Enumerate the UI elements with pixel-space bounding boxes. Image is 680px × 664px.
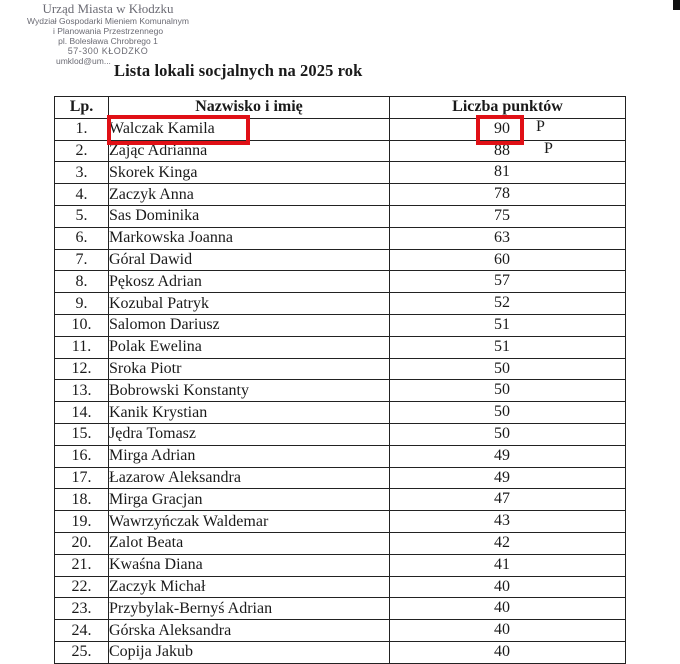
row-lp: 24. bbox=[55, 620, 109, 642]
row-points: 57 bbox=[494, 272, 510, 290]
header-lp: Lp. bbox=[55, 97, 109, 119]
row-points: 63 bbox=[494, 228, 510, 246]
row-points-cell bbox=[390, 620, 626, 642]
row-lp: 15. bbox=[55, 423, 109, 445]
row-points-cell bbox=[390, 598, 626, 620]
row-points: 50 bbox=[494, 403, 510, 421]
row-name: Polak Ewelina bbox=[109, 336, 390, 358]
row-name: Skorek Kinga bbox=[109, 162, 390, 184]
table-body bbox=[55, 118, 626, 663]
row-name: Salomon Dariusz bbox=[109, 314, 390, 336]
row-points-cell bbox=[390, 511, 626, 533]
table-row bbox=[55, 554, 626, 576]
row-lp: 8. bbox=[55, 271, 109, 293]
row-points-cell bbox=[390, 423, 626, 445]
row-points: 60 bbox=[494, 250, 510, 268]
row-lp: 4. bbox=[55, 184, 109, 206]
row-name: Zając Adrianna bbox=[109, 140, 390, 162]
table-row bbox=[55, 598, 626, 620]
row-points-cell bbox=[390, 641, 626, 663]
row-name: Bobrowski Konstanty bbox=[109, 380, 390, 402]
table-row bbox=[55, 576, 626, 598]
table-row bbox=[55, 293, 626, 315]
row-name: Copija Jakub bbox=[109, 641, 390, 663]
row-points-cell bbox=[390, 380, 626, 402]
row-lp: 11. bbox=[55, 336, 109, 358]
row-lp: 19. bbox=[55, 511, 109, 533]
table-row bbox=[55, 162, 626, 184]
row-mark: P bbox=[536, 117, 545, 135]
highlight-box-points bbox=[476, 115, 524, 145]
row-name: Zaczyk Anna bbox=[109, 184, 390, 206]
row-name: Kozubal Patryk bbox=[109, 293, 390, 315]
row-points-cell bbox=[390, 162, 626, 184]
table-row bbox=[55, 205, 626, 227]
document-title: Lista lokali socjalnych na 2025 rok bbox=[114, 61, 363, 80]
table-row bbox=[55, 467, 626, 489]
table-row bbox=[55, 358, 626, 380]
row-points: 49 bbox=[494, 468, 510, 486]
stamp-title: Urząd Miasta w Kłodzku bbox=[42, 1, 174, 16]
row-points: 40 bbox=[494, 577, 510, 595]
table-row bbox=[55, 184, 626, 206]
row-lp: 17. bbox=[55, 467, 109, 489]
row-name: Przybylak-Bernyś Adrian bbox=[109, 598, 390, 620]
header-points: Liczba punktów bbox=[390, 97, 626, 119]
row-points-cell bbox=[390, 576, 626, 598]
office-stamp bbox=[8, 1, 208, 66]
row-points-cell bbox=[390, 554, 626, 576]
row-lp: 21. bbox=[55, 554, 109, 576]
table-row bbox=[55, 227, 626, 249]
row-name: Walczak Kamila bbox=[109, 118, 390, 140]
table-row bbox=[55, 641, 626, 663]
row-name: Sas Dominika bbox=[109, 205, 390, 227]
table-row bbox=[55, 620, 626, 642]
row-points: 51 bbox=[494, 337, 510, 355]
table-row bbox=[55, 511, 626, 533]
row-points: 75 bbox=[494, 206, 510, 224]
stamp-line-email: umklod@um... bbox=[56, 56, 111, 66]
table-row bbox=[55, 445, 626, 467]
row-points: 52 bbox=[494, 294, 510, 312]
row-points-cell bbox=[390, 532, 626, 554]
row-points-cell bbox=[390, 227, 626, 249]
row-points-cell bbox=[390, 184, 626, 206]
row-lp: 10. bbox=[55, 314, 109, 336]
highlight-box-name bbox=[107, 115, 250, 145]
row-name: Markowska Joanna bbox=[109, 227, 390, 249]
row-name: Góral Dawid bbox=[109, 249, 390, 271]
row-points-cell bbox=[390, 489, 626, 511]
row-points: 90 bbox=[494, 119, 510, 137]
row-name: Mirga Adrian bbox=[109, 445, 390, 467]
stamp-line-city: 57-300 KŁODZKO bbox=[67, 46, 149, 56]
row-lp: 14. bbox=[55, 402, 109, 424]
row-name: Wawrzyńczak Waldemar bbox=[109, 511, 390, 533]
table-row bbox=[55, 380, 626, 402]
row-points: 50 bbox=[494, 424, 510, 442]
stamp-line-address: pl. Bolesława Chrobrego 1 bbox=[58, 36, 158, 46]
row-points-cell bbox=[390, 467, 626, 489]
row-points: 40 bbox=[494, 599, 510, 617]
row-points: 51 bbox=[494, 315, 510, 333]
scan-corner-mark bbox=[673, 0, 680, 10]
row-points: 40 bbox=[494, 621, 510, 639]
row-points: 78 bbox=[494, 185, 510, 203]
row-lp: 7. bbox=[55, 249, 109, 271]
row-points-cell bbox=[390, 271, 626, 293]
table-row bbox=[55, 423, 626, 445]
row-name: Łazarow Aleksandra bbox=[109, 467, 390, 489]
row-mark: P bbox=[544, 139, 553, 157]
row-points: 41 bbox=[494, 555, 510, 573]
row-name: Zaczyk Michał bbox=[109, 576, 390, 598]
row-lp: 2. bbox=[55, 140, 109, 162]
row-lp: 23. bbox=[55, 598, 109, 620]
row-points: 50 bbox=[494, 381, 510, 399]
row-lp: 16. bbox=[55, 445, 109, 467]
row-points: 81 bbox=[494, 163, 510, 181]
row-lp: 5. bbox=[55, 205, 109, 227]
table-row bbox=[55, 489, 626, 511]
row-points-cell bbox=[390, 445, 626, 467]
row-points: 47 bbox=[494, 490, 510, 508]
stamp-line-division: i Planowania Przestrzennego bbox=[52, 26, 164, 36]
row-lp: 9. bbox=[55, 293, 109, 315]
row-points: 88 bbox=[494, 141, 510, 159]
row-points: 42 bbox=[494, 533, 510, 551]
row-lp: 6. bbox=[55, 227, 109, 249]
row-name: Zalot Beata bbox=[109, 532, 390, 554]
row-name: Jędra Tomasz bbox=[109, 423, 390, 445]
row-points: 49 bbox=[494, 446, 510, 464]
row-lp: 3. bbox=[55, 162, 109, 184]
row-points-cell bbox=[390, 402, 626, 424]
stamp-line-department: Wydział Gospodarki Mieniem Komunalnym bbox=[27, 16, 189, 26]
row-lp: 13. bbox=[55, 380, 109, 402]
row-lp: 1. bbox=[55, 118, 109, 140]
row-name: Mirga Gracjan bbox=[109, 489, 390, 511]
row-points-cell bbox=[390, 314, 626, 336]
row-lp: 12. bbox=[55, 358, 109, 380]
row-lp: 20. bbox=[55, 532, 109, 554]
row-points-cell bbox=[390, 249, 626, 271]
row-name: Sroka Piotr bbox=[109, 358, 390, 380]
table-row bbox=[55, 336, 626, 358]
row-points: 50 bbox=[494, 359, 510, 377]
row-name: Górska Aleksandra bbox=[109, 620, 390, 642]
table-row bbox=[55, 249, 626, 271]
row-lp: 22. bbox=[55, 576, 109, 598]
social-housing-table bbox=[54, 96, 626, 664]
row-points: 43 bbox=[494, 512, 510, 530]
header-name: Nazwisko i imię bbox=[109, 97, 390, 119]
table-row bbox=[55, 271, 626, 293]
row-points-cell bbox=[390, 205, 626, 227]
row-points: 40 bbox=[494, 642, 510, 660]
row-points-cell bbox=[390, 336, 626, 358]
row-name: Kwaśna Diana bbox=[109, 554, 390, 576]
table-row bbox=[55, 402, 626, 424]
row-points-cell bbox=[390, 293, 626, 315]
row-lp: 18. bbox=[55, 489, 109, 511]
row-name: Pękosz Adrian bbox=[109, 271, 390, 293]
table-row bbox=[55, 314, 626, 336]
row-name: Kanik Krystian bbox=[109, 402, 390, 424]
table-row bbox=[55, 532, 626, 554]
row-lp: 25. bbox=[55, 641, 109, 663]
row-points-cell bbox=[390, 358, 626, 380]
